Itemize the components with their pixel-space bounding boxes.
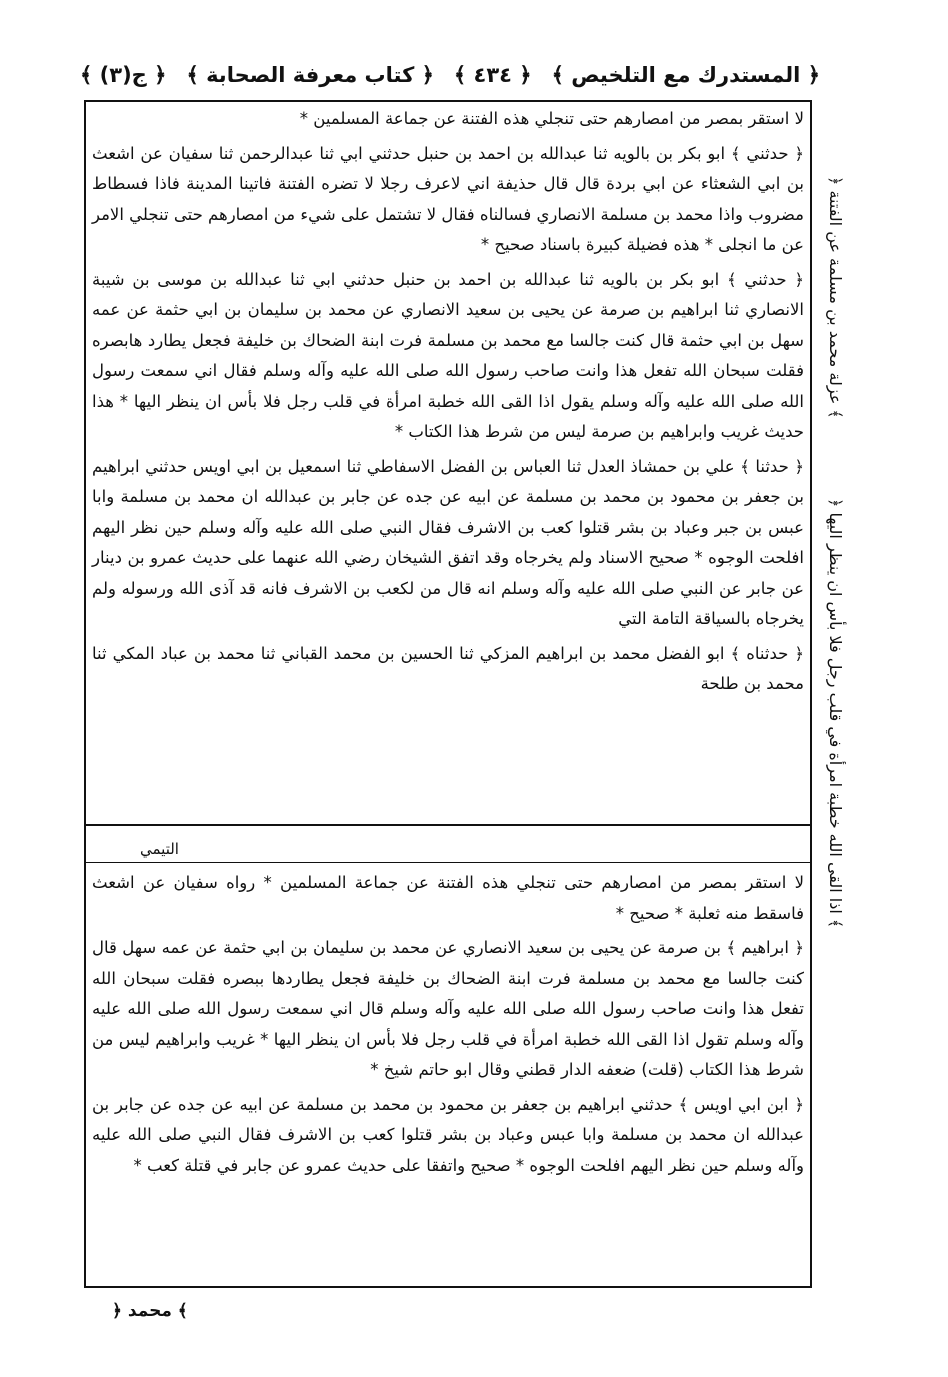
main-paragraph: لا استقر بمصر من امصارهم حتى تنجلي هذه الفتنة عن جماعة المسلمين * — [299, 109, 804, 128]
book-title: ﴿ المستدرك مع التلخيص ﴾ — [551, 63, 820, 87]
continuation-word: التيمي — [140, 840, 179, 858]
main-paragraph: ﴿ حدثناه ﴾ ابو الفضل محمد بن ابراهيم المزكي ثنا الحسين بن محمد القباني ثنا محمد بن عباد المكي ثنا محمد بن طلحة — [92, 643, 804, 693]
main-paragraph: ﴿ حدثني ﴾ ابو بكر بن بالويه ثنا عبدالله بن احمد بن حنبل حدثني ابي ثنا عبدالله بن موسى بن شيبة الانصاري ثنا ابراهيم بن صرمة عن يحيى بن سعيد الانصاري عن محمد بن سليمان بن ابي حثمة عن عمه سهل بن ابي حثمة قال كنت جالسا مع محمد بن مسلمة فرت ابنة الضحاك بن خليفة فجعل يطارد هابصره فقلت سبحان الله تفعل هذا وانت صاحب رسول الله صلى الله عليه وآله وسلم فقال اني سمعت رسول الله صلى الله عليه وآله وسلم يقول اذا القى الله خطبة امرأة في قلب رجل فلا بأس ان ينظر اليها * هذا حديث غريب وابراهيم بن صرمة ليس من شرط هذا الكتاب * — [92, 269, 804, 441]
volume-number: ﴿ ج(٣) ﴾ — [80, 63, 167, 87]
section-divider — [84, 824, 812, 826]
commentary-paragraph: لا استقر بمصر من امصارهم حتى تنجلي هذه الفتنة عن جماعة المسلمين * رواه سفيان عن اشعث فاسقط منه ثعلبة * صحيح * — [92, 873, 804, 923]
commentary-paragraph: ﴿ ابراهيم ﴾ بن صرمة عن يحيى بن سعيد الانصاري عن محمد بن سليمان بن ابي حثمة عن عمه سهل قال كنت جالسا مع محمد بن مسلمة فرت ابنة الضحاك بن خليفة فجعل يطاردها ببصره فقلت سبحان الله تفعل هذا وانت صاحب رسول الله صلى الله عليه وآله وسلم قال اني سمعت رسول الله صلى الله عليه وآله وسلم تقول اذا القى الله خطبة امرأة في قلب رجل فلا بأس ان ينظر اليها * غريب وابراهيم ليس من شرط هذا الكتاب (قلت) ضعفه الدار قطني وقال ابو حاتم شيخ * — [92, 938, 804, 1079]
commentary-divider — [84, 862, 812, 863]
page-number: ﴿ ٤٣٤ ﴾ — [453, 63, 532, 87]
margin-note: ﴿ اذا القى الله خطبة امرأة في قلب رجل فلا بأس ان ينظر اليها ﴾ — [826, 498, 845, 929]
main-text — [92, 104, 804, 704]
page-header — [80, 52, 820, 98]
margin-note: ﴿ عزلة محمد بن مسلمة عن الفتنة ﴾ — [826, 176, 845, 419]
footer-catchword: ﴿ محمد ﴾ — [112, 1301, 188, 1321]
main-paragraph: ﴿ حدثنا ﴾ علي بن حمشاذ العدل ثنا العباس بن الفضل الاسفاطي ثنا اسمعيل بن ابي اويس حدثني ابراهيم بن جعفر بن محمود بن محمد بن مسلمة عن ابيه عن جده عن جابر بن عبدالله ان محمد بن مسلمة وابا عبس بن جبر وعباد بن بشر قتلوا كعب بن الاشرف فقال النبي صلى الله عليه وآله وسلم حين نظر اليهم افلحت الوجوه * صحيح الاسناد ولم يخرجاه وقد اتفق الشيخان رضي الله عنهما على حديث عمرو بن دينار عن جابر عن النبي صلى الله عليه وآله وسلم انه قال من لكعب بن الاشرف فانه قد آذى الله ورسوله ولم يخرجاه بالسياقة التامة التي — [92, 456, 804, 628]
chapter-title: ﴿ كتاب معرفة الصحابة ﴾ — [186, 63, 434, 87]
main-paragraph: ﴿ حدثني ﴾ ابو بكر بن بالويه ثنا عبدالله بن احمد بن حنبل حدثني ابي ثنا عبدالرحمن ثنا سفيان عن اشعث بن ابي الشعثاء عن ابي بردة قال قال حذيفة اني لاعرف رجلا لا تضره الفتنة فاتينا المدينة فاذا فسطاط مضروب واذا محمد بن مسلمة الانصاري فسالناه فقال لا تشتمل على شيء من امصارهم حتى تنجلي الامر عن ما انجلى * هذه فضيلة كبيرة باسناد صحيح * — [91, 143, 804, 254]
commentary-text — [92, 868, 804, 1185]
commentary-paragraph: ﴿ ابن ابي اويس ﴾ حدثني ابراهيم بن جعفر بن محمود بن محمد بن مسلمة عن ابيه عن جده عن جابر بن عبدالله ان محمد بن مسلمة وابا عبس وعباد بن بشر قتلوا كعب بن الاشرف فقال النبي صلى الله عليه وآله وسلم حين نظر اليهم افلحت الوجوه * صحيح واتفقا على حديث عمرو عن جابر في قتلة كعب * — [92, 1094, 804, 1175]
